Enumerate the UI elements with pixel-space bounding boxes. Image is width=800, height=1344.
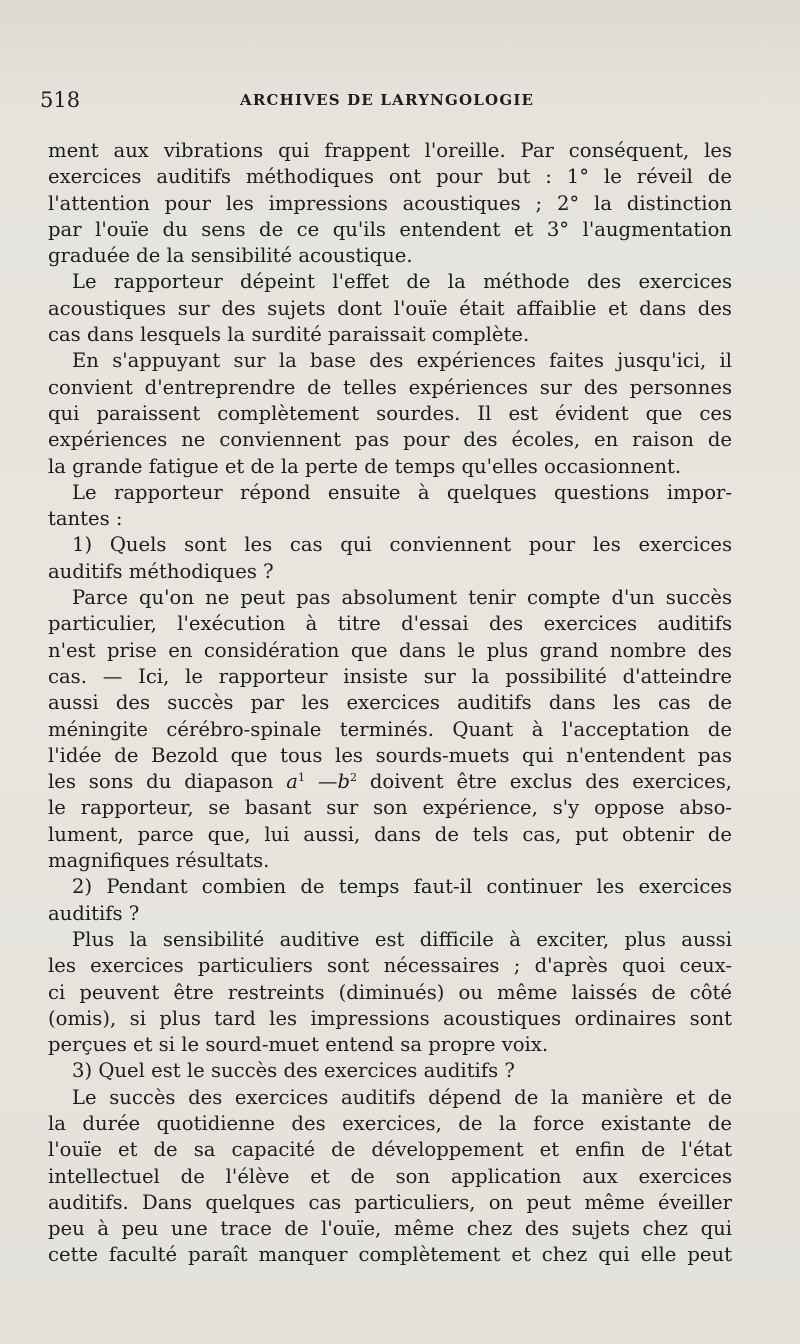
text-line: auditifs ? — [48, 901, 140, 925]
text-line: la grande fatigue et de la perte de temps qu'elles occasionnent. — [48, 454, 682, 478]
text-line: graduée de la sensibilité acoustique. — [48, 244, 413, 268]
text-line: acoustiques sur des sujets dont l'ouïe était affaiblie et dans des — [48, 296, 732, 320]
text-line: Plus la sensibilité auditive est difficile à exciter, plus aussi — [72, 927, 732, 951]
text-line: intellectuel de l'élève et de son application aux exercices — [48, 1164, 732, 1188]
note-b: b — [337, 770, 350, 794]
note-a-sup: 1 — [297, 771, 305, 785]
text-line: cette faculté paraît manquer complètement et chez qui elle peut — [48, 1243, 732, 1267]
text-line: Le rapporteur répond ensuite à quelques questions impor- — [72, 480, 732, 504]
text-line: cas. — Ici, le rapporteur insiste sur la possibilité d'atteindre — [48, 664, 732, 688]
text-line: méningite cérébro-spinale terminés. Quant à l'acceptation de — [48, 717, 732, 741]
text-line: l'attention pour les impressions acoustiques ; 2° la distinction — [48, 191, 732, 215]
text-line: l'idée de Bezold que tous les sourds-muets qui n'entendent pas — [48, 743, 732, 767]
text-line: le rapporteur, se basant sur son expérience, s'y oppose abso- — [48, 796, 732, 820]
text-line: lument, parce que, lui aussi, dans de tels cas, put obtenir de — [48, 822, 732, 846]
text-line: aussi des succès par les exercices auditifs dans les cas de — [48, 691, 732, 715]
text-line-with-notes — [48, 769, 732, 795]
text-line: Parce qu'on ne peut pas absolument tenir compte d'un succès — [72, 586, 732, 610]
running-title: ARCHIVES DE LARYNGOLOGIE — [240, 91, 535, 109]
note-a: a — [286, 770, 298, 794]
text-line: tantes : — [48, 507, 123, 531]
text-line: la durée quotidienne des exercices, de la force existante de — [48, 1111, 732, 1135]
text-line: particulier, l'exécution à titre d'essai des exercices auditifs — [48, 612, 732, 636]
text-line: par l'ouïe du sens de ce qu'ils entendent et 3° l'augmentation — [48, 217, 732, 241]
text-line: 2) Pendant combien de temps faut-il continuer les exercices — [72, 875, 732, 899]
text-line: peu à peu une trace de l'ouïe, même chez des sujets chez qui — [48, 1217, 732, 1241]
body-text — [48, 138, 732, 1269]
line-tail: doivent être exclus des exercices, — [369, 770, 732, 794]
text-line: perçues et si le sourd-muet entend sa propre voix. — [48, 1033, 549, 1057]
page-header — [40, 88, 740, 118]
text-line: (omis), si plus tard les impressions acoustiques ordinaires sont — [48, 1006, 732, 1030]
text-line: auditifs. Dans quelques cas particuliers, on peut même éveiller — [48, 1190, 732, 1214]
text-line: expériences ne conviennent pas pour des écoles, en raison de — [48, 428, 732, 452]
text-line: ci peuvent être restreints (diminués) ou même laissés de côté — [48, 980, 732, 1004]
note-separator: — — [304, 770, 338, 794]
text-line: n'est prise en considération que dans le plus grand nombre des — [48, 638, 732, 662]
text-line: cas dans lesquels la surdité paraissait complète. — [48, 323, 530, 347]
text-line: l'ouïe et de sa capacité de développement et enfin de l'état — [48, 1138, 732, 1162]
page-number: 518 — [40, 88, 81, 112]
text-line: les exercices particuliers sont nécessaires ; d'après quoi ceux- — [48, 954, 732, 978]
text-line: ment aux vibrations qui frappent l'oreille. Par conséquent, les — [48, 139, 732, 162]
text-line: Le succès des exercices auditifs dépend de la manière et de — [72, 1085, 732, 1109]
text-line: 3) Quel est le succès des exercices auditifs ? — [72, 1059, 515, 1083]
text-line: qui paraissent complètement sourdes. Il est évident que ces — [48, 401, 732, 425]
text-line: Le rapporteur dépeint l'effet de la méthode des exercices — [72, 270, 732, 294]
text-line: 1) Quels sont les cas qui conviennent pour les exercices — [72, 533, 732, 557]
line-lead: les sons du diapason — [48, 770, 287, 794]
text-line: exercices auditifs méthodiques ont pour but : 1° le réveil de — [48, 165, 732, 189]
text-line: magnifiques résultats. — [48, 849, 270, 873]
text-line: auditifs méthodiques ? — [48, 559, 274, 583]
note-b-sup: 2 — [349, 771, 357, 785]
text-line: En s'appuyant sur la base des expériences faites jusqu'ici, il — [72, 349, 732, 373]
text-line: convient d'entreprendre de telles expériences sur des personnes — [48, 375, 732, 399]
